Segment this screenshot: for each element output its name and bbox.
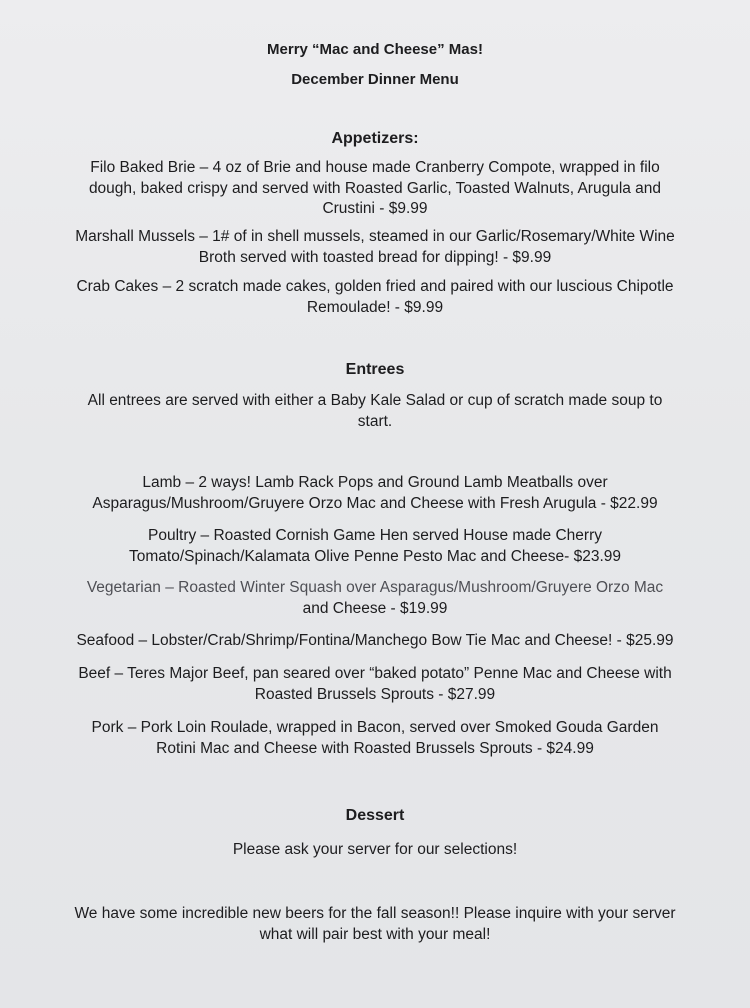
appetizer-line: Remoulade! - $9.99 [306,298,444,316]
menu-title: Merry “Mac and Cheese” Mas! [267,41,483,58]
entree-line: Beef – Teres Major Beef, pan seared over “baked potato” Penne Mac and Cheese with [78,665,672,682]
entree-line: Rotini Mac and Cheese with Roasted Brussels Sprouts - $24.99 [156,739,594,757]
entrees-note-line: All entrees are served with either a Baby Kale Salad or cup of scratch made soup to [87,392,663,409]
beer-note-line: We have some incredible new beers for the fall season!! Please inquire with your server [74,905,676,922]
dessert-heading: Dessert [345,807,405,824]
appetizer-line: Broth served with toasted bread for dipping! - $9.99 [198,248,552,266]
entrees-note-line: start. [357,412,393,430]
entree-line: Pork – Pork Loin Roulade, wrapped in Bacon, served over Smoked Gouda Garden [91,719,659,736]
entree-line: and Cheese - $19.99 [302,599,448,617]
beer-note-line: what will pair best with your meal! [259,925,491,943]
appetizer-line: Filo Baked Brie – 4 oz of Brie and house made Cranberry Compote, wrapped in filo [90,159,660,176]
entree-line: Tomato/Spinach/Kalamata Olive Penne Pesto Mac and Cheese- $23.99 [129,547,621,565]
entrees-heading: Entrees [345,361,405,378]
appetizer-line: Crustini - $9.99 [322,200,428,217]
entree-line: Vegetarian – Roasted Winter Squash over Asparagus/Mushroom/Gruyere Orzo Mac [86,579,664,596]
entree-line: Roasted Brussels Sprouts - $27.99 [254,685,496,703]
entree-line: Poultry – Roasted Cornish Game Hen served House made Cherry [147,527,602,544]
appetizer-line: Marshall Mussels – 1# of in shell mussels, steamed in our Garlic/Rosemary/White Wine [75,228,675,245]
appetizer-line: dough, baked crispy and served with Roasted Garlic, Toasted Walnuts, Arugula and [88,179,662,197]
entree-line: Lamb – 2 ways! Lamb Rack Pops and Ground Lamb Meatballs over [142,474,608,491]
appetizers-heading: Appetizers: [331,130,419,147]
appetizer-item-crab-cakes [20,277,730,318]
beer-note [20,904,730,945]
appetizer-line: Crab Cakes – 2 scratch made cakes, golden fried and paired with our luscious Chipotle [76,278,674,295]
entree-item-poultry [20,526,730,567]
entree-line: Asparagus/Mushroom/Gruyere Orzo Mac and Cheese with Fresh Arugula - $22.99 [92,494,658,512]
entree-item-pork [20,718,730,759]
appetizer-item-filo-brie [20,158,730,220]
entree-item-vegetarian [20,578,730,619]
menu-subtitle: December Dinner Menu [291,71,459,88]
appetizer-item-mussels [20,227,730,268]
entree-item-seafood [20,631,730,652]
entree-item-lamb [20,473,730,514]
entrees-note [20,391,730,432]
entree-item-beef [20,664,730,705]
dessert-note: Please ask your server for our selections! [232,841,518,858]
entree-line: Seafood – Lobster/Crab/Shrimp/Fontina/Manchego Bow Tie Mac and Cheese! - $25.99 [76,632,674,649]
